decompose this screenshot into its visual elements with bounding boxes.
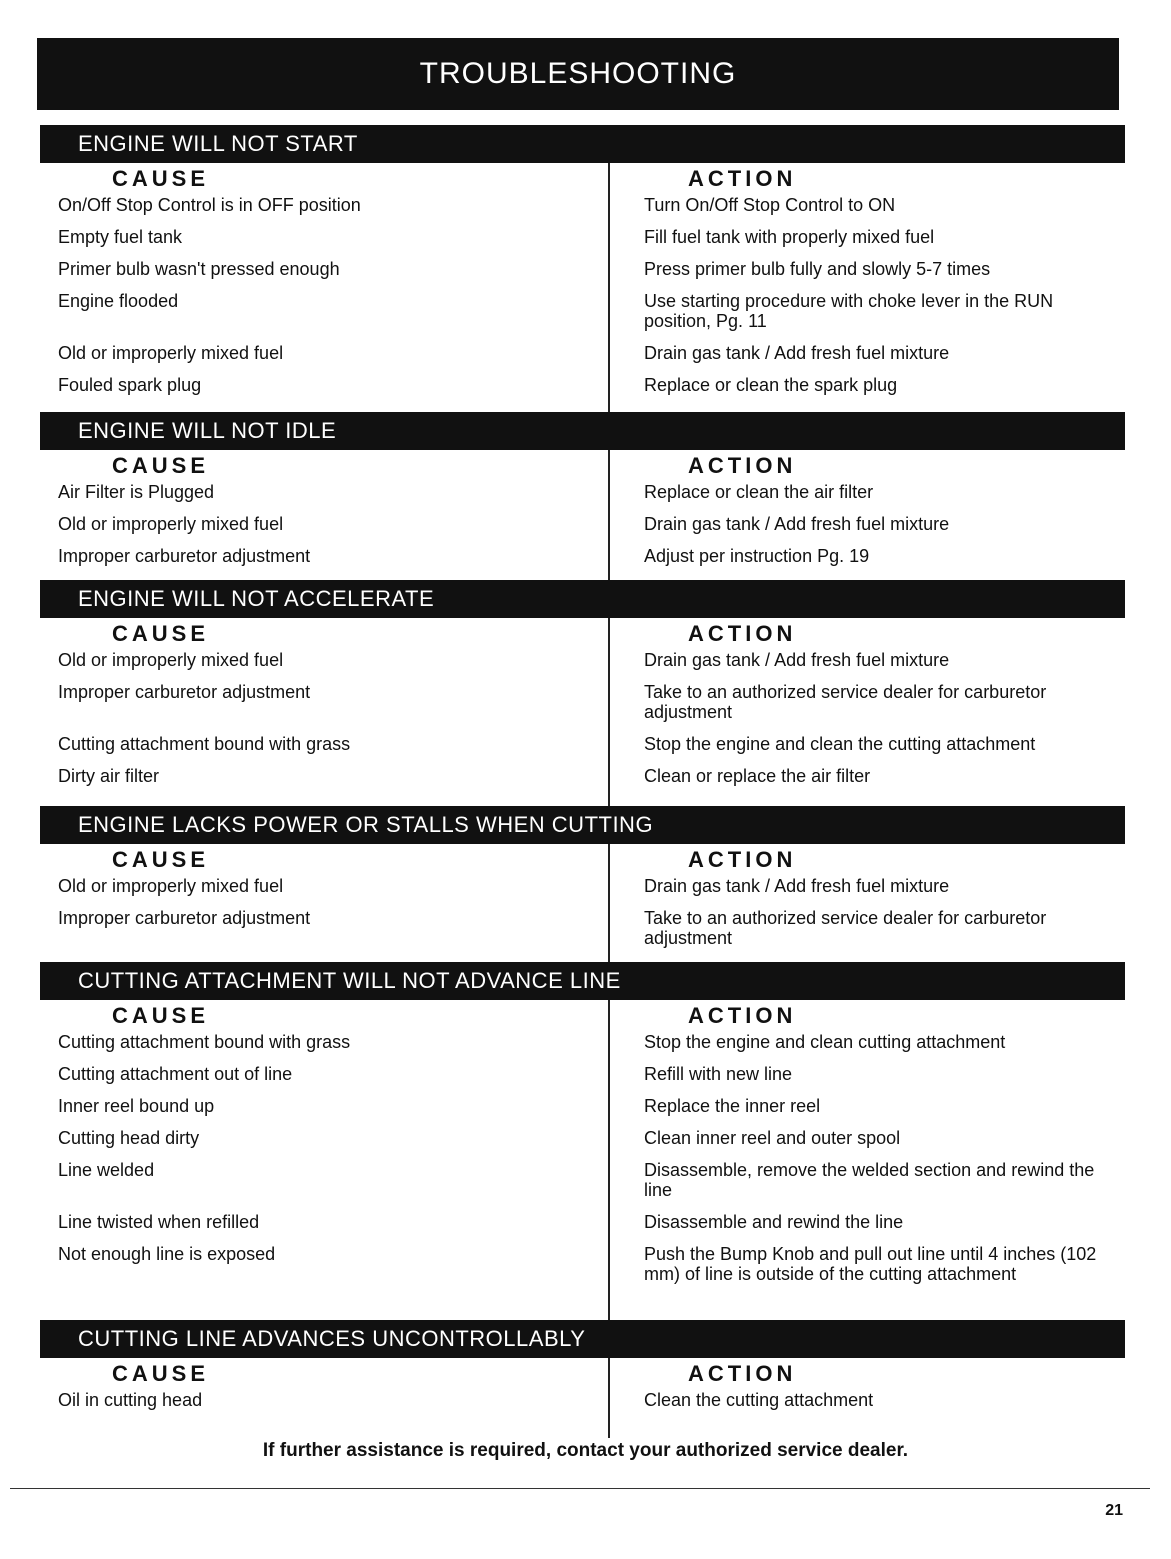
cause-column xyxy=(58,450,598,578)
page-number: 21 xyxy=(1105,1502,1123,1519)
column-divider xyxy=(608,1358,610,1438)
cause-column xyxy=(58,618,598,798)
column-divider xyxy=(608,844,610,964)
action-item: Drain gas tank / Add fresh fuel mixture xyxy=(644,650,950,670)
section-cutting-line-advances-uncontrollably xyxy=(40,1320,1125,1438)
action-item: Drain gas tank / Add fresh fuel mixture xyxy=(644,876,950,896)
action-heading: ACTION xyxy=(688,1003,797,1028)
action-column xyxy=(644,618,1124,798)
section-cutting-attachment-will-not-advance xyxy=(40,962,1125,1320)
action-heading: ACTION xyxy=(688,847,797,872)
action-column xyxy=(644,1358,1124,1422)
cause-item: Old or improperly mixed fuel xyxy=(58,514,284,534)
section-header: ENGINE WILL NOT START xyxy=(40,125,1125,163)
cause-item: Old or improperly mixed fuel xyxy=(58,650,284,670)
action-item: Replace or clean the spark plug xyxy=(644,375,898,395)
section-header: ENGINE WILL NOT IDLE xyxy=(40,412,1125,450)
section-engine-lacks-power xyxy=(40,806,1125,964)
action-item: Fill fuel tank with properly mixed fuel xyxy=(644,227,935,247)
action-column xyxy=(644,163,1124,407)
cause-item: Engine flooded xyxy=(58,291,179,311)
action-item: Take to an authorized service dealer for carburetor adjustment xyxy=(644,908,1047,948)
section-header: ENGINE WILL NOT ACCELERATE xyxy=(40,580,1125,618)
cause-item: Not enough line is exposed xyxy=(58,1244,276,1264)
action-item: Clean or replace the air filter xyxy=(644,766,871,786)
cause-item: Inner reel bound up xyxy=(58,1096,215,1116)
cause-item: Cutting attachment out of line xyxy=(58,1064,293,1084)
column-divider xyxy=(608,450,610,580)
cause-item: Empty fuel tank xyxy=(58,227,183,247)
action-item: Stop the engine and clean cutting attachment xyxy=(644,1032,1006,1052)
cause-column xyxy=(58,163,598,407)
action-column xyxy=(644,1000,1124,1316)
cause-heading: CAUSE xyxy=(112,847,210,872)
cause-item: Old or improperly mixed fuel xyxy=(58,343,284,363)
page-title: TROUBLESHOOTING xyxy=(37,38,1119,110)
cause-heading: CAUSE xyxy=(112,166,210,191)
action-heading: ACTION xyxy=(688,621,797,646)
cause-heading: CAUSE xyxy=(112,1361,210,1386)
section-engine-will-not-idle xyxy=(40,412,1125,580)
column-divider xyxy=(608,618,610,808)
cause-item: Cutting head dirty xyxy=(58,1128,200,1148)
action-item: Disassemble, remove the welded section and rewind the line xyxy=(644,1160,1095,1200)
action-item: Clean inner reel and outer spool xyxy=(644,1128,901,1148)
cause-item: Improper carburetor adjustment xyxy=(58,908,311,928)
section-header: CUTTING LINE ADVANCES UNCONTROLLABLY xyxy=(40,1320,1125,1358)
cause-item: Old or improperly mixed fuel xyxy=(58,876,284,896)
footer-divider xyxy=(10,1488,1150,1489)
action-item: Refill with new line xyxy=(644,1064,793,1084)
footer-note: If further assistance is required, contact your authorized service dealer. xyxy=(262,1440,909,1461)
action-heading: ACTION xyxy=(688,453,797,478)
cause-item: Dirty air filter xyxy=(58,766,160,786)
action-item: Replace or clean the air filter xyxy=(644,482,874,502)
section-header: ENGINE LACKS POWER OR STALLS WHEN CUTTING xyxy=(40,806,1125,844)
cause-column xyxy=(58,1358,598,1422)
section-engine-will-not-accelerate xyxy=(40,580,1125,808)
action-item: Disassemble and rewind the line xyxy=(644,1212,904,1232)
action-heading: ACTION xyxy=(688,166,797,191)
section-header: CUTTING ATTACHMENT WILL NOT ADVANCE LINE xyxy=(40,962,1125,1000)
cause-item: Line twisted when refilled xyxy=(58,1212,260,1232)
cause-column xyxy=(58,1000,598,1316)
cause-heading: CAUSE xyxy=(112,621,210,646)
action-item: Stop the engine and clean the cutting attachment xyxy=(644,734,1036,754)
cause-heading: CAUSE xyxy=(112,1003,210,1028)
cause-item: On/Off Stop Control is in OFF position xyxy=(58,195,361,215)
action-item: Take to an authorized service dealer for carburetor adjustment xyxy=(644,682,1047,722)
cause-item: Improper carburetor adjustment xyxy=(58,682,311,702)
action-heading: ACTION xyxy=(688,1361,797,1386)
cause-item: Improper carburetor adjustment xyxy=(58,546,311,566)
cause-item: Oil in cutting head xyxy=(58,1390,203,1410)
section-engine-will-not-start xyxy=(40,125,1125,413)
action-item: Drain gas tank / Add fresh fuel mixture xyxy=(644,514,950,534)
action-item: Drain gas tank / Add fresh fuel mixture xyxy=(644,343,950,363)
cause-column xyxy=(58,844,598,960)
action-item: Push the Bump Knob and pull out line until 4 inches (102 mm) of line is outside of the cutting attachment xyxy=(644,1244,1097,1284)
cause-item: Line welded xyxy=(58,1160,155,1180)
action-column xyxy=(644,844,1124,960)
cause-item: Primer bulb wasn't pressed enough xyxy=(58,259,340,279)
action-item: Adjust per instruction Pg. 19 xyxy=(644,546,870,566)
action-column xyxy=(644,450,1124,578)
cause-heading: CAUSE xyxy=(112,453,210,478)
cause-item: Air Filter is Plugged xyxy=(58,482,215,502)
column-divider xyxy=(608,163,610,413)
action-item: Replace the inner reel xyxy=(644,1096,821,1116)
cause-item: Fouled spark plug xyxy=(58,375,202,395)
column-divider xyxy=(608,1000,610,1320)
cause-item: Cutting attachment bound with grass xyxy=(58,1032,351,1052)
action-item: Press primer bulb fully and slowly 5-7 times xyxy=(644,259,991,279)
action-item: Turn On/Off Stop Control to ON xyxy=(644,195,896,215)
cause-item: Cutting attachment bound with grass xyxy=(58,734,351,754)
action-item: Clean the cutting attachment xyxy=(644,1390,874,1410)
action-item: Use starting procedure with choke lever in the RUN position, Pg. 11 xyxy=(644,291,1054,331)
